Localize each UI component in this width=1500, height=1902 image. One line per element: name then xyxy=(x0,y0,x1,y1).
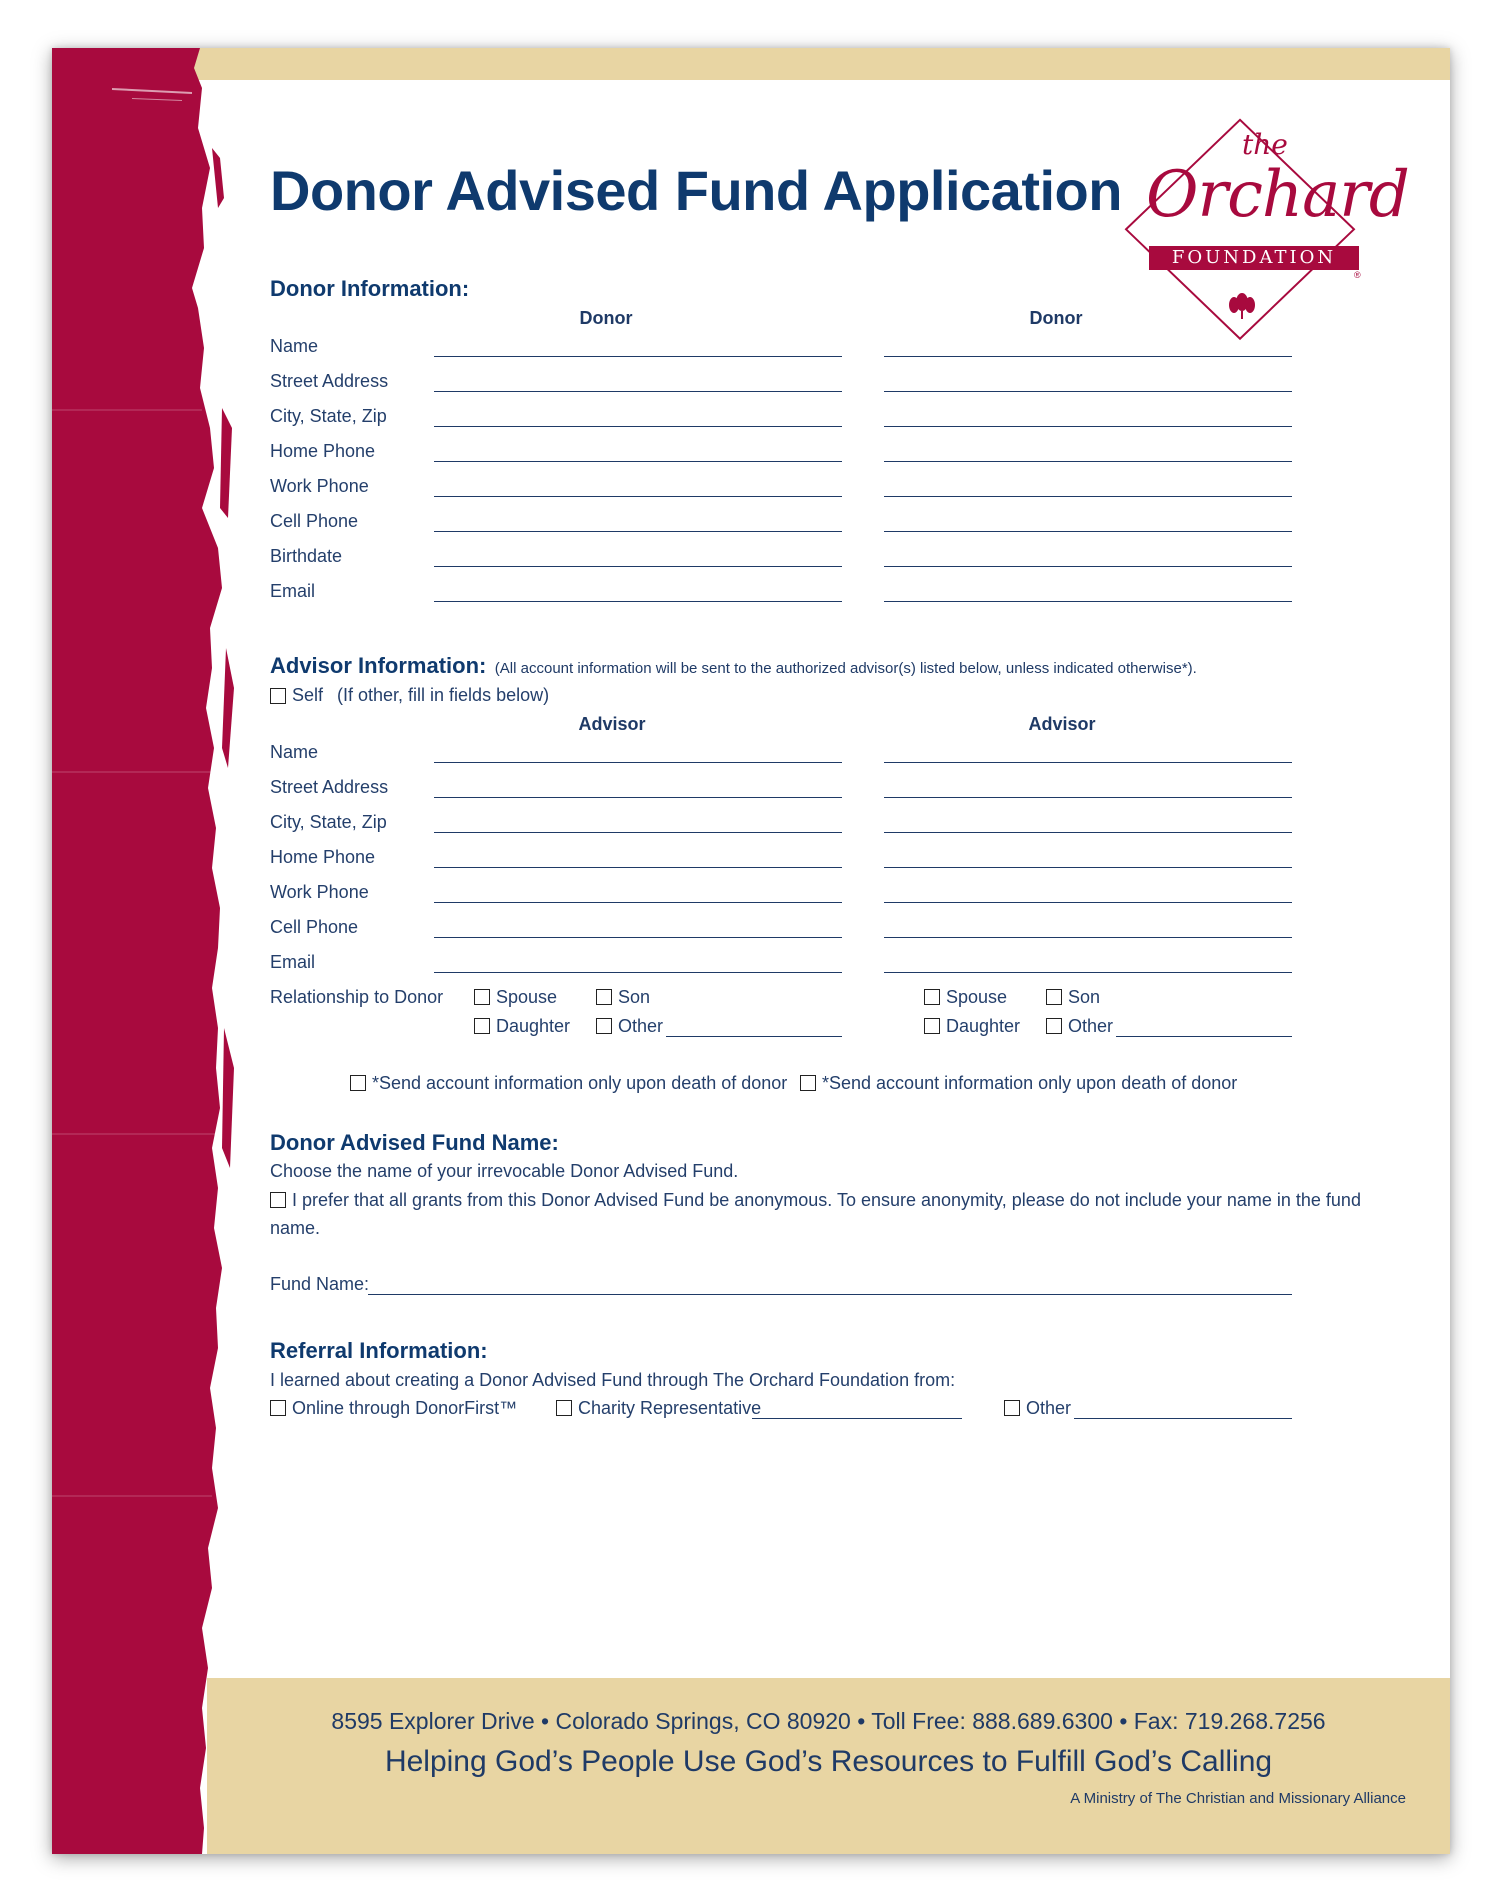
donor2-cell-phone-field[interactable] xyxy=(884,531,1292,532)
footer-tagline: Helping God’s People Use God’s Resources to Fulfill God’s Calling xyxy=(384,1745,1273,1778)
donor-cell-phone-label: Cell Phone xyxy=(270,511,359,531)
donor2-city-field[interactable] xyxy=(884,426,1292,427)
advisor2-email-field[interactable] xyxy=(884,972,1292,973)
fund-name-heading: Donor Advised Fund Name: xyxy=(270,1130,559,1155)
advisor1-spouse-checkbox[interactable] xyxy=(474,989,490,1005)
advisor1-email-field[interactable] xyxy=(434,972,842,973)
advisor-col2-heading: Advisor xyxy=(1028,714,1096,734)
donor-work-phone-label: Work Phone xyxy=(270,476,369,496)
fund-name-label: Fund Name: xyxy=(270,1274,370,1294)
advisor-street-label: Street Address xyxy=(270,777,389,797)
referral-charity-checkbox[interactable] xyxy=(556,1400,572,1416)
advisor1-cell-phone-field[interactable] xyxy=(434,937,842,938)
donor2-email-field[interactable] xyxy=(884,601,1292,602)
advisor2-daughter-label: Daughter xyxy=(946,1016,1021,1036)
advisor2-son-label: Son xyxy=(1068,987,1101,1007)
donor-home-phone-label: Home Phone xyxy=(270,441,376,461)
advisor1-daughter-checkbox[interactable] xyxy=(474,1018,490,1034)
advisor1-send-on-death-checkbox[interactable] xyxy=(350,1075,366,1091)
relationship-label: Relationship to Donor xyxy=(270,987,444,1007)
referral-intro-text: I learned about creating a Donor Advised Fund through The Orchard Foundation from: xyxy=(270,1370,956,1390)
self-label: Self xyxy=(292,685,324,705)
donor1-street-field[interactable] xyxy=(434,391,842,392)
logo-orchard-text: Orchard xyxy=(1146,158,1409,232)
advisor2-home-phone-field[interactable] xyxy=(884,867,1292,868)
donor2-birthdate-field[interactable] xyxy=(884,566,1292,567)
donor-street-label: Street Address xyxy=(270,371,389,391)
advisor1-son-checkbox[interactable] xyxy=(596,989,612,1005)
donor1-email-field[interactable] xyxy=(434,601,842,602)
advisor1-send-on-death-label: *Send account information only upon death of donor xyxy=(372,1073,788,1093)
advisor1-other-field[interactable] xyxy=(666,1036,842,1037)
donor2-name-field[interactable] xyxy=(884,356,1292,357)
anonymous-text-line1: I prefer that all grants from this Donor Advised Fund be anonymous. To ensure anonymity, please do not include your name in the fund xyxy=(292,1190,1361,1210)
advisor1-daughter-label: Daughter xyxy=(496,1016,571,1036)
anonymous-checkbox[interactable] xyxy=(270,1192,286,1208)
advisor2-send-on-death-checkbox[interactable] xyxy=(800,1075,816,1091)
referral-heading: Referral Information: xyxy=(270,1338,488,1363)
referral-charity-label: Charity Representative xyxy=(578,1398,762,1418)
advisor-email-label: Email xyxy=(270,952,316,972)
anonymous-text-line2: name. xyxy=(270,1218,321,1238)
donor2-work-phone-field[interactable] xyxy=(884,496,1292,497)
advisor-cell-phone-label: Cell Phone xyxy=(270,917,359,937)
advisor-info-heading: Advisor Information: xyxy=(270,653,487,678)
logo-the-text: the xyxy=(1242,128,1288,161)
donor-birthdate-label: Birthdate xyxy=(270,546,343,566)
advisor1-spouse-label: Spouse xyxy=(496,987,558,1007)
donor2-street-field[interactable] xyxy=(884,391,1292,392)
advisor-work-phone-label: Work Phone xyxy=(270,882,369,902)
top-banner xyxy=(192,48,1450,80)
advisor1-work-phone-field[interactable] xyxy=(434,902,842,903)
advisor2-other-label: Other xyxy=(1068,1016,1114,1036)
self-checkbox[interactable] xyxy=(270,688,286,704)
advisor-col1-heading: Advisor xyxy=(578,714,646,734)
fund-name-field[interactable] xyxy=(368,1294,1292,1295)
referral-online-checkbox[interactable] xyxy=(270,1400,286,1416)
donor1-city-field[interactable] xyxy=(434,426,842,427)
advisor2-spouse-label: Spouse xyxy=(946,987,1008,1007)
referral-charity-field[interactable] xyxy=(752,1418,962,1419)
advisor2-other-field[interactable] xyxy=(1116,1036,1292,1037)
advisor-city-label: City, State, Zip xyxy=(270,812,387,832)
donor-city-label: City, State, Zip xyxy=(270,406,387,426)
self-note: (If other, fill in fields below) xyxy=(337,685,550,705)
donor-col2-heading: Donor xyxy=(1029,308,1083,328)
referral-other-label: Other xyxy=(1026,1398,1072,1418)
advisor1-city-field[interactable] xyxy=(434,832,842,833)
advisor1-street-field[interactable] xyxy=(434,797,842,798)
advisor1-other-checkbox[interactable] xyxy=(596,1018,612,1034)
crimson-brush-strip xyxy=(52,48,252,1854)
donor1-home-phone-field[interactable] xyxy=(434,461,842,462)
referral-other-field[interactable] xyxy=(1074,1418,1292,1419)
form-sheet xyxy=(52,48,1450,1854)
footer-address: 8595 Explorer Drive • Colorado Springs, CO 80920 • Toll Free: 888.689.6300 • Fax: 719.268.7256 xyxy=(331,1708,1326,1734)
logo-registered-mark: ® xyxy=(1354,270,1361,280)
advisor2-name-field[interactable] xyxy=(884,762,1292,763)
donor1-cell-phone-field[interactable] xyxy=(434,531,842,532)
donor1-birthdate-field[interactable] xyxy=(434,566,842,567)
advisor1-son-label: Son xyxy=(618,987,651,1007)
donor-email-label: Email xyxy=(270,581,316,601)
donor2-home-phone-field[interactable] xyxy=(884,461,1292,462)
advisor-name-label: Name xyxy=(270,742,319,762)
advisor1-other-label: Other xyxy=(618,1016,664,1036)
page-title: Donor Advised Fund Application xyxy=(270,159,1122,222)
referral-online-label: Online through DonorFirst™ xyxy=(292,1398,518,1418)
advisor-home-phone-label: Home Phone xyxy=(270,847,376,867)
footer-ministry: A Ministry of The Christian and Missionary Alliance xyxy=(1070,1790,1406,1807)
advisor2-city-field[interactable] xyxy=(884,832,1292,833)
advisor2-daughter-checkbox[interactable] xyxy=(924,1018,940,1034)
advisor2-send-on-death-label: *Send account information only upon death of donor xyxy=(822,1073,1238,1093)
advisor-info-header xyxy=(270,653,1197,679)
advisor2-street-field[interactable] xyxy=(884,797,1292,798)
donor-name-label: Name xyxy=(270,336,319,356)
referral-other-checkbox[interactable] xyxy=(1004,1400,1020,1416)
advisor1-name-field[interactable] xyxy=(434,762,842,763)
advisor2-cell-phone-field[interactable] xyxy=(884,937,1292,938)
donor1-work-phone-field[interactable] xyxy=(434,496,842,497)
advisor1-home-phone-field[interactable] xyxy=(434,867,842,868)
donor-info-heading: Donor Information: xyxy=(270,276,470,301)
logo-foundation-text: FOUNDATION xyxy=(1171,247,1337,268)
advisor2-son-checkbox[interactable] xyxy=(1046,989,1062,1005)
advisor-info-note: (All account information will be sent to the authorized advisor(s) listed below, unless indicated otherwise*). xyxy=(494,660,1197,677)
advisor2-spouse-checkbox[interactable] xyxy=(924,989,940,1005)
advisor2-work-phone-field[interactable] xyxy=(884,902,1292,903)
footer-band xyxy=(207,1678,1450,1854)
fund-choose-text: Choose the name of your irrevocable Donor Advised Fund. xyxy=(270,1161,739,1181)
donor1-name-field[interactable] xyxy=(434,356,842,357)
advisor2-other-checkbox[interactable] xyxy=(1046,1018,1062,1034)
donor-col1-heading: Donor xyxy=(579,308,633,328)
